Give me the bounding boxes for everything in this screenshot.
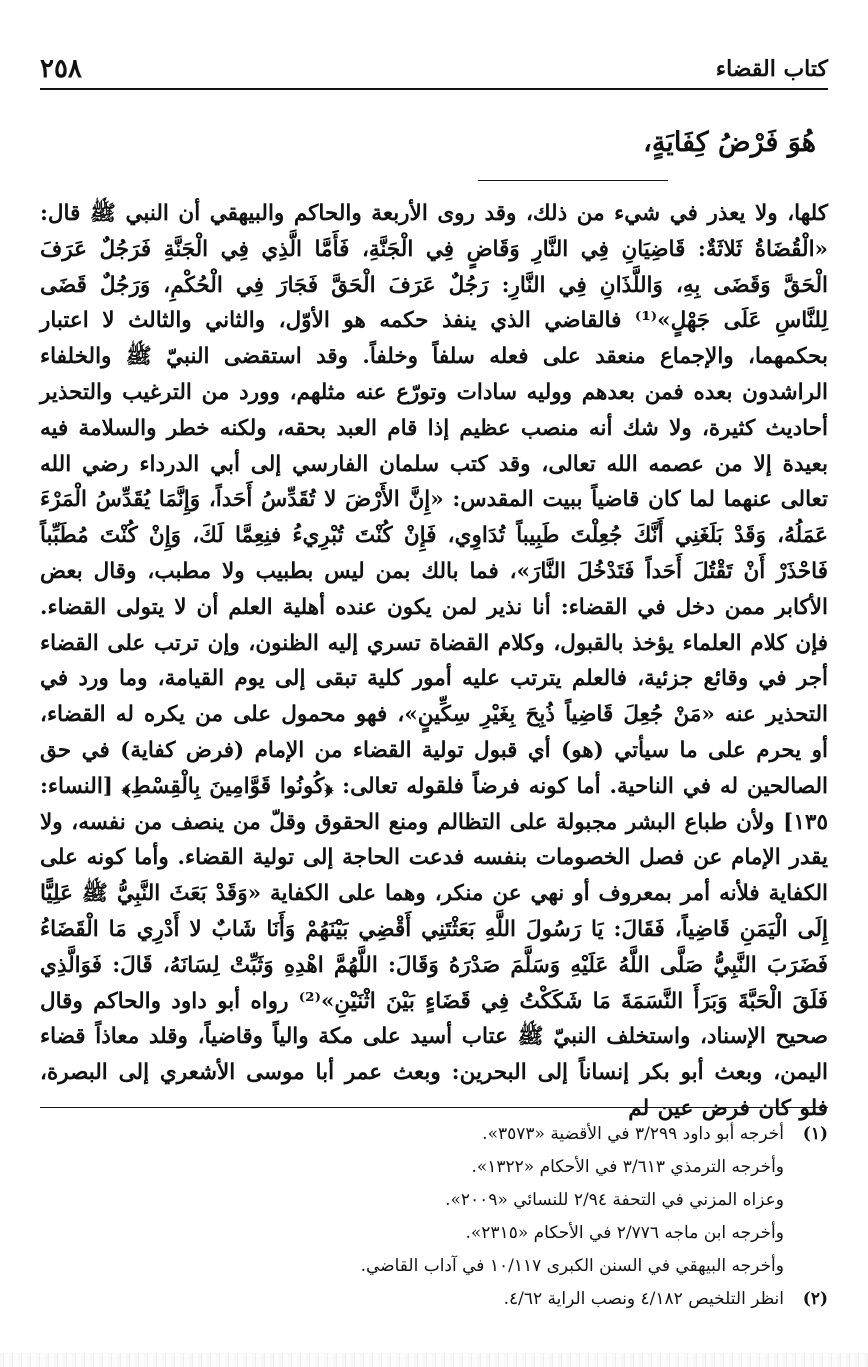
footnote-text: وأخرجه الترمذي ٣/٦١٣ في الأحكام «١٣٢٢». (471, 1157, 784, 1177)
footnote (40, 1118, 828, 1151)
text-continuation: هُوَ فَرْضُ كِفَايَةٍ، (643, 127, 816, 158)
page-header (40, 52, 828, 86)
section-rule (478, 180, 668, 181)
footnote-text: وأخرجه ابن ماجه ٢/٧٧٦ في الأحكام «٢٣١٥». (465, 1223, 784, 1243)
body-paragraph: كلها، ولا يعذر في شيء من ذلك، وقد روى الأربعة والحاكم والبيهقي أن النبي ﷺ قال: «الْقُضَاةُ ثَلاثَةٌ: قَاضِيَانِ فِي النَّارِ وَقَاضٍ فِي الْجَنَّةِ، فَأَمَّا الَّذِي فِي الْجَنَّةِ فَرَجُلٌ عَرَفَ الْحَقَّ وَقَضَى بِهِ، وَاللَّذَانِ فِي النَّارِ: رَجُلٌ عَرَفَ الْحَقَّ فَجَارَ فِي الْحُكْمِ، وَرَجُلٌ قَضَى لِلنَّاسِ عَلَى جَهْلٍ»⁽¹⁾ فالقاضي الذي ينفذ حكمه هو الأوّل، والثاني والثالث لا اعتبار بحكمهما، والإجماع منعقد على فعله سلفاً وخلفاً. وقد استقضى النبيّ ﷺ والخلفاء الراشدون بعده فمن بعدهم ووليه سادات وتورّع عنه مثلهم، وورد من الترغيب والتحذير أحاديث كثيرة، ولا شك أنه منصب عظيم إذا قام العبد بحقه، ولكنه خطر والسلامة فيه بعيدة إلا من عصمه الله تعالى، وقد كتب سلمان الفارسي إلى أبي الدرداء رضي الله تعالى عنهما لما كان قاضياً ببيت المقدس: «إِنَّ الأَرْضَ لا تُقَدِّسُ أَحَداً، وَإِنَّمَا يُقَدِّسُ الْمَرْءَ عَمَلُهُ، وَقَدْ بَلَغَنِي أَنَّكَ جُعِلْتَ طَبِيباً تُدَاوِي، فَإِنْ كُنْتَ تُبْرِيءُ فنِعِمَّا لَكَ، وَإِنْ كُنْتَ مُطَبِّباً فَاحْذَرْ أَنْ تَقْتُلَ أَحَداً فَتَدْخُلَ النَّارَ»، فما بالك بمن ليس بطبيب ولا مطبب، وقال بعض الأكابر ممن دخل في القضاء: أنا نذير لمن يكون عنده أهلية العلم أن لا يتولى القضاء. فإن كلام العلماء يؤخذ بالقبول، وكلام القضاة تسري إليه الظنون، وإن ترتب على القضاء أجر في وقائع جزئية، فالعلم يترتب عليه أمور كلية تبقى إلى يوم القيامة، وما ورد في التحذير عنه «مَنْ جُعِلَ قَاضِياً ذُبِحَ بِغَيْرِ سِكِّينٍ»، فهو محمول على من يكره له القضاء، أو يحرم على ما سيأتي (هو) أي قبول تولية القضاء من الإمام (فرض كفاية) في حق الصالحين له في الناحية. أما كونه فرضاً فلقوله تعالى: ﴿كُونُوا قَوَّامِينَ بِالْقِسْطِ﴾ [النساء: ١٣٥] ولأن طباع البشر مجبولة على التظالم ومنع الحقوق وقلّ من ينصف من نفسه، ولا يقدر الإمام عن فصل الخصومات بنفسه فدعت الحاجة إلى تولية القضاء. وأما كونه على الكفاية فلأنه أمر بمعروف أو نهي عن منكر، وهما على الكفاية «وَقَدْ بَعَثَ النَّبِيُّ ﷺ عَلِيًّا إِلَى الْيَمَنِ قَاضِياً، فَقَالَ: يَا رَسُولَ اللَّهِ بَعَثْتَنِي أَقْضِي بَيْنَهُمْ وَأَنَا شَابٌ لا أَدْرِي مَا الْقَضَاءُ فَضَرَبَ النَّبِيُّ صَلَّى اللَّهُ عَلَيْهِ وَسَلَّمَ صَدْرَهُ وَقَالَ: اللَّهُمَّ اهْدِهِ وَثَبِّتْ لِسَانَهُ، قَالَ: فَوَالَّذِي فَلَقَ الْحَبَّةَ وَبَرَأَ النَّسَمَةَ مَا شَكَكْتُ فِي قَضَاءٍ بَيْنَ اثْنَيْنِ»⁽²⁾ رواه أبو داود والحاكم وقال صحيح الإسناد، واستخلف النبيّ ﷺ عتاب أسيد على مكة والياً وقاضياً، وقلد معاذاً قضاء اليمن، وبعث أبو بكر إنساناً إلى البحرين: وبعث عمر أبا موسى الأشعري إلى البصرة، فلو كان فرض عين لم (40, 201, 828, 1121)
footnote (40, 1217, 828, 1250)
footnote-rule (40, 1107, 828, 1108)
footnote-text: أخرجه أبو داود ٣/٢٩٩ في الأقضية «٣٥٧٣». (482, 1124, 784, 1144)
scan-edge (0, 1353, 868, 1367)
footnote (40, 1151, 828, 1184)
page-number: ٢٥٨ (40, 54, 82, 84)
footnote-number: (٢) (802, 1289, 828, 1309)
chapter-title: كتاب القضاء (715, 56, 828, 82)
footnote-text: وأخرجه البيهقي في السنن الكبرى ١٠/١١٧ في آداب القاضي. (360, 1256, 784, 1276)
footnote (40, 1184, 828, 1217)
footnote-text: وعزاه المزني في التحفة ٢/٩٤ للنسائي «٢٠٠٩». (445, 1190, 784, 1210)
header-rule (40, 88, 828, 90)
main-text (40, 196, 828, 1127)
footnote (40, 1283, 828, 1316)
footnote-text: انظر التلخيص ٤/١٨٢ ونصب الراية ٤/٦٢. (503, 1289, 784, 1309)
footnote (40, 1250, 828, 1283)
footnotes (40, 1118, 828, 1316)
footnote-number: (١) (802, 1124, 828, 1144)
